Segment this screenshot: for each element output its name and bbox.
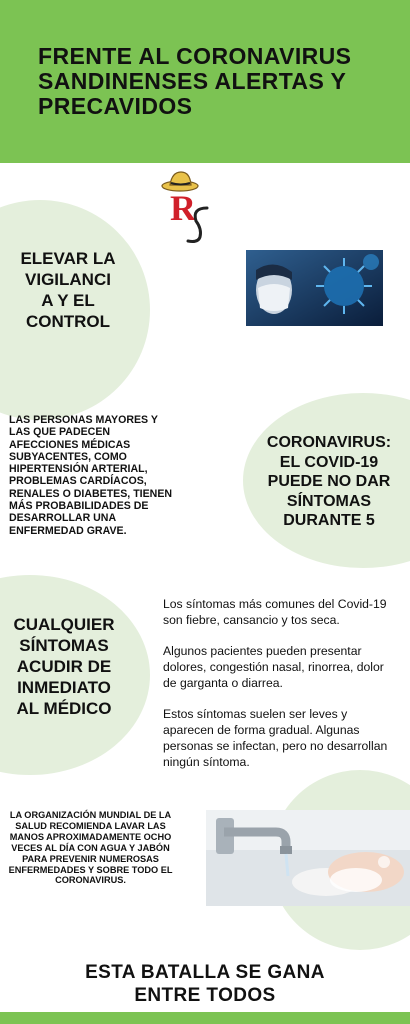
svg-text:R: R [170, 188, 196, 228]
handwashing-image [206, 810, 410, 906]
header-banner [0, 0, 410, 163]
circle-text-sintomas: CUALQUIER SÍNTOMAS ACUDIR DE INMEDIATO AL MÉDICO [13, 615, 115, 718]
virus-image [246, 250, 383, 326]
circle-text-vigilancia: ELEVAR LA VIGILANCI A Y EL CONTROL [20, 249, 116, 331]
risk-paragraph: LAS PERSONAS MAYORES Y LAS QUE PADECEN AFECCIONES MÉDICAS SUBYACENTES, COMO HIPERTENSIÓN ARTERIAL, PROBLEMAS CARDÍACOS, RENALES O DIABETES, TIENEN MÁS PROBABILIDADES DE DESARROLLAR UNA ENFERMEDAD GRAVE. [9, 414, 173, 537]
symptoms-text [163, 596, 393, 770]
page-title: FRENTE AL CORONAVIRUS SANDINENSES ALERTAS Y PRECAVIDOS [38, 43, 352, 119]
symptoms-paragraph-2: Algunos pacientes pueden presentar dolores, congestión nasal, rinorrea, dolor de garganta o diarrea. [163, 644, 384, 690]
circle-text-coronavirus: CORONAVIRUS: EL COVID-19 PUEDE NO DAR SÍNTOMAS DURANTE 5 [266, 434, 392, 529]
rs-logo [158, 165, 218, 245]
footer-slogan: ESTA BATALLA SE GANA ENTRE TODOS [85, 962, 325, 1006]
symptoms-paragraph-3: Estos síntomas suelen ser leves y aparecen de forma gradual. Algunas personas se infectan, pero no desarrollan ningún síntoma. [163, 707, 388, 769]
footer-bar [0, 1012, 410, 1024]
symptoms-paragraph-1: Los síntomas más comunes del Covid-19 son fiebre, cansancio y tos seca. [163, 597, 387, 627]
handwash-paragraph: LA ORGANIZACIÓN MUNDIAL DE LA SALUD RECOMIENDA LAVAR LAS MANOS APROXIMADAMENTE OCHO VECES AL DÍA CON AGUA Y JABÓN PARA PREVENIR NUMEROSAS ENFERMEDADES Y SOBRE TODO EL CORONAVIRUS. [8, 810, 173, 886]
